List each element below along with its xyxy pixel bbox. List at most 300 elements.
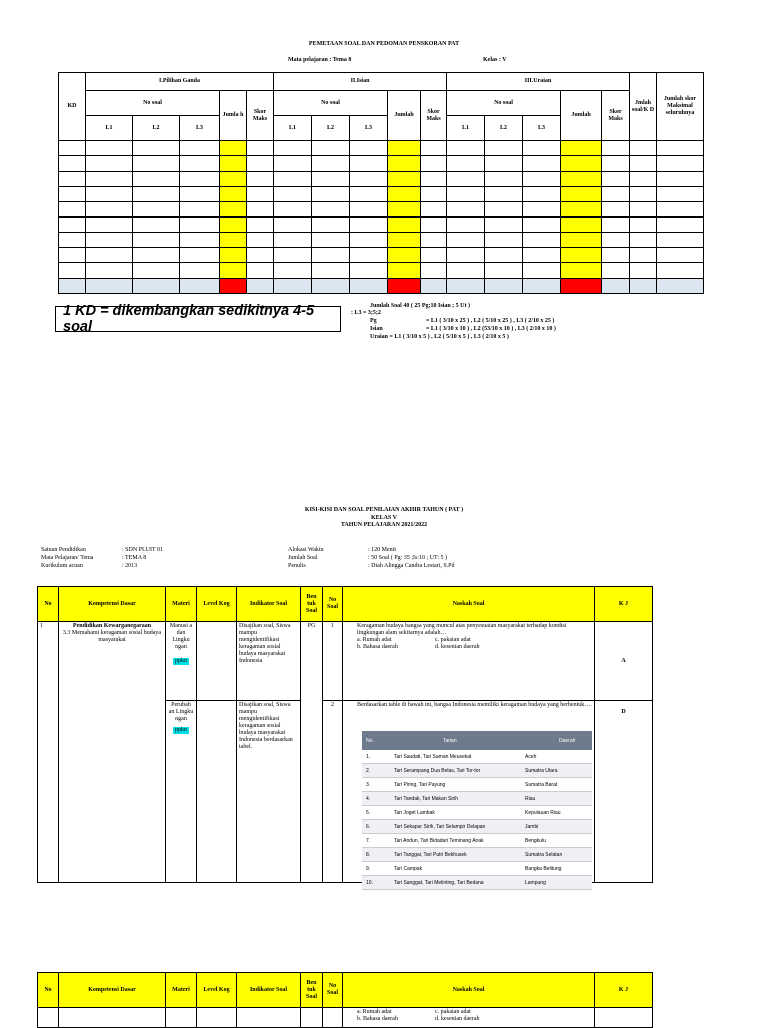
grid-cell [420,278,447,294]
grid-cell [246,247,274,263]
grid-cell [273,186,312,202]
grid-cell [656,232,704,248]
dance-no: 9. [366,865,371,872]
grid-cell [311,217,350,233]
grid-cell [246,155,274,171]
grid-cell [311,278,350,294]
grid-cell [629,262,657,278]
grid-cell [246,217,274,233]
jumlah-skor-header: Jumlah skor Maksimal seluruhnya [656,72,704,141]
grid-cell [58,247,86,263]
nosoal-cell: 1 [323,622,343,701]
grid-cell [85,262,133,278]
grid-cell [601,232,630,248]
grid-cell [219,201,247,217]
grid-cell [179,262,220,278]
info-right-0-label: Alokasi Waktu [288,547,324,553]
grid-cell [311,232,350,248]
grid-cell [387,232,421,248]
grid-cell [420,171,447,187]
note-isian-value: = L1 ( 3/10 x 10 ) , L2 (53/10 x 10 ) , L3 ( 2/10 x 10 ) [426,326,556,332]
grid-cell [132,217,180,233]
note-pg-value: = L1 ( 3/10 x 25 ) , L2 ( 5/10 x 25 ) , L3 ( 2/10 x 25 ) [426,318,555,324]
grid-cell [387,217,421,233]
dance-row [362,876,592,890]
pg-header: I.Pilihan Ganda [85,72,274,91]
grid-cell [179,247,220,263]
grid-cell [219,217,247,233]
subject-label: Mata pelajaran : Tema 8 [288,57,352,63]
dance-name: Tari Sanggat, Tari Melinting, Tari Bedana [394,879,484,886]
dance-region: Riau [525,795,536,802]
table-row [38,1008,653,1028]
dance-region: Sumatra Utara [525,767,558,774]
uraian-header: III.Uraian [446,72,630,91]
grid-cell [420,186,447,202]
grid-cell [656,262,704,278]
info-left-0-value: : SDN PLUIT 01 [122,547,164,553]
uraian-nosoal: No soal [446,90,561,116]
grid-cell [246,171,274,187]
grid-cell [560,140,602,156]
col-level: Level Kog [197,587,237,622]
grid-cell [132,171,180,187]
grid-cell [349,278,388,294]
grid-cell [560,201,602,217]
grid-cell [420,247,447,263]
col-naskah: Naskah Soal [343,587,595,622]
grid-cell [273,247,312,263]
grid-cell [656,201,704,217]
kisi-class: KELAS V [370,515,398,521]
col-kj: K J [595,587,653,622]
grid-cell [179,232,220,248]
grid-cell [601,217,630,233]
grid-cell [446,262,485,278]
grid-cell [387,140,421,156]
dance-name: Tari Serampang Dua Belas, Tari Tor-tor [394,767,481,774]
info-left-1-value: : TEMA 8 [122,555,147,561]
dance-name: Tari Joget Lambak [394,809,435,816]
mapping-grid [58,72,704,296]
dance-no: 3. [366,781,371,788]
dance-row [362,848,592,862]
grid-cell [311,155,350,171]
grid-cell [484,217,523,233]
grid-cell [219,186,247,202]
grid-cell [446,186,485,202]
grid-cell [629,247,657,263]
grid-cell [349,262,388,278]
grid-cell [85,155,133,171]
grid-cell [246,262,274,278]
dance-name: Tari Piring, Tari Payung [394,781,446,788]
grid-cell [349,140,388,156]
grid-cell [484,140,523,156]
grid-cell [420,155,447,171]
note-pg-label: Pg [370,318,377,324]
grid-cell [446,247,485,263]
jumlah-soal-kd-header: Jmlah soal/K D [629,72,657,141]
grid-cell [273,155,312,171]
col-indikator: Indikator Soal [237,587,301,622]
grid-cell [273,217,312,233]
grid-cell [132,140,180,156]
grid-cell [522,247,561,263]
grid-cell [311,201,350,217]
info-right-1-value: : 50 Soal ( Pg: 35 ;Is:10 ; UT: 5 ) [368,555,448,561]
row-no: 1 [38,622,59,883]
note-isian-label: Isian [370,326,383,332]
dance-name: Tari Saudati, Tari Saman Meusekat [394,753,472,760]
grid-cell [85,186,133,202]
dance-col-no: No. [366,737,374,744]
col-bentuk: Ben tuk Soal [301,587,323,622]
grid-cell [656,140,704,156]
col-no: No [38,973,59,1008]
grid-cell [560,278,602,294]
materi-cell [166,701,197,883]
dance-name: Tari Sekapur Sirih, Tari Selampir Delapan [394,823,486,830]
col-level: Level Kog [197,973,237,1008]
dance-no: 8. [366,851,371,858]
grid-cell [179,155,220,171]
grid-cell [522,186,561,202]
kd-text: 3.3 Memahami keragaman sosial budaya masyarakat [62,630,162,643]
option-c: c. pakaian adat [435,637,471,643]
kisi-header-row [38,587,653,622]
kd-note-box: 1 KD = dikembangkan sedikitnya 4-5 soal [55,306,341,332]
grid-cell [420,217,447,233]
grid-cell [601,171,630,187]
grid-cell [179,201,220,217]
grid-cell [311,140,350,156]
isian-nosoal: No soal [273,90,388,116]
grid-cell [629,155,657,171]
grid-cell [420,140,447,156]
isian-l3: L3 [349,115,388,141]
dance-name: Tari Tanggai, Tari Putri Bekhusek [394,851,467,858]
grid-cell [85,232,133,248]
pg-l2: L2 [132,115,180,141]
grid-cell [132,262,180,278]
grid-cell [560,217,602,233]
note-line1: Jumlah Soal 40 ( 25 Pg;10 Isian ; 5 Ut ) [370,303,471,309]
grid-cell [446,140,485,156]
dance-row [362,764,592,778]
info-left-2-value: : 2013 [122,563,138,569]
option-d: d. kesenian daerah [435,644,480,650]
kisi-year: TAHUN PELAJARAN 2021/2022 [340,522,428,528]
dance-row [362,750,592,764]
option-c: c. pakaian adat [435,1009,471,1015]
grid-cell [219,278,247,294]
uraian-l3: L3 [522,115,561,141]
materi-cell [166,622,197,701]
grid-cell [311,171,350,187]
grid-cell [132,201,180,217]
grid-cell [179,140,220,156]
info-right-0-value: : 120 Menit [368,547,396,553]
grid-cell [132,186,180,202]
dance-row [362,820,592,834]
col-nosoal: No Soal [323,973,343,1008]
grid-cell [58,171,86,187]
grid-cell [420,201,447,217]
grid-cell [273,232,312,248]
dance-name: Tari Campak [394,865,423,872]
grid-cell [311,247,350,263]
isian-jumlah: Jumlah [387,90,421,141]
dance-no: 10. [366,879,373,886]
answer-key: A [595,622,653,701]
grid-cell [58,262,86,278]
grid-cell [85,171,133,187]
grid-cell [629,201,657,217]
grid-cell [629,140,657,156]
grid-cell [601,262,630,278]
pg-l3: L3 [179,115,220,141]
pg-nosoal: No soal [85,90,220,116]
grid-cell [560,155,602,171]
grid-cell [601,155,630,171]
grid-cell [58,201,86,217]
grid-cell [484,186,523,202]
grid-cell [179,278,220,294]
note-uraian: Uraian = L1 ( 3/10 x 5 ) , L2 ( 5/10 x 5 ) , L3 ( 2/10 x 5 ) [370,334,509,340]
dance-no: 2. [366,767,371,774]
grid-cell [522,278,561,294]
dance-col-daerah: Daerah [559,737,576,744]
grid-cell [273,278,312,294]
grid-cell [601,140,630,156]
grid-cell [522,262,561,278]
grid-cell [387,155,421,171]
grid-cell [420,232,447,248]
grid-cell [273,262,312,278]
dance-name: Tari Andun, Tari Bidadari Teminang Anak [394,837,484,844]
grid-cell [629,232,657,248]
grid-cell [349,186,388,202]
grid-cell [179,186,220,202]
grid-cell [311,262,350,278]
grid-cell [446,217,485,233]
pg-l1: L1 [85,115,133,141]
grid-cell [601,247,630,263]
dance-region: Jambi [525,823,539,830]
grid-cell [58,186,86,202]
grid-cell [446,232,485,248]
grid-cell [85,140,133,156]
dance-region: Kepulauan Riau [525,809,561,816]
col-indikator: Indikator Soal [237,973,301,1008]
indikator-cell: Disajikan soal, Siswa mampu mengidentifikasi keragaman sosial budaya masyarakat Indonesia berdasarkan tabel. [237,701,301,883]
info-right-2-value: : Diah Alingga Candra Lestari, S.Pd [368,563,455,569]
kisi-header-row [38,973,653,1008]
kd-title: Pendidikan Kewarganegaraan [72,623,152,629]
question-text: Keragaman budaya bangsa yang muncul atas penyesuaian masyarakat terhadap kondisi lingkungan alam sekitarnya adalah… [357,623,567,636]
grid-cell [58,232,86,248]
grid-cell [387,171,421,187]
grid-cell [273,171,312,187]
grid-cell [387,247,421,263]
grid-cell [349,155,388,171]
kd-cell [59,622,166,883]
kisi-table-page3 [37,972,653,1028]
grid-cell [246,201,274,217]
dance-row [362,862,592,876]
grid-cell [560,186,602,202]
grid-cell [560,232,602,248]
page-title: PEMETAAN SOAL DAN PEDOMAN PENSKORAN PAT [308,41,460,47]
grid-cell [522,201,561,217]
grid-cell [349,217,388,233]
level-cell [197,622,237,701]
uraian-skor: Skor Maks [601,90,630,141]
nosoal-cell: 2 [323,701,343,883]
option-b: b. Bahasa daerah [357,1016,398,1022]
col-no: No [38,587,59,622]
grid-cell [656,186,704,202]
grid-cell [311,186,350,202]
isian-skor: Skor Maks [420,90,447,141]
uraian-jumlah: Jumlah [560,90,602,141]
grid-cell [246,186,274,202]
dance-name: Tari Tandak, Tari Makan Sirih [394,795,459,802]
dance-no: 7. [366,837,371,844]
uraian-l2: L2 [484,115,523,141]
grid-cell [484,262,523,278]
dance-region: Bengkulu [525,837,546,844]
grid-cell [629,186,657,202]
level-cell [197,701,237,883]
col-kj: K J [595,973,653,1008]
grid-cell [601,186,630,202]
dance-col-tarian: Tarian [443,737,457,744]
col-kd: Kompetensi Dasar [59,973,166,1008]
grid-cell [484,171,523,187]
bentuk-cell: PG [301,622,323,883]
kisi-title: KISI-KISI DAN SOAL PENILAIAN AKHIR TAHUN ( PAT ) [304,507,464,513]
grid-cell [446,155,485,171]
option-a: a. Rumah adat [357,1009,392,1015]
col-nosoal: No Soal [323,587,343,622]
pg-jumlah: Jumla h [219,90,247,141]
ppkn-tag: ppkn [175,727,187,733]
grid-cell [387,186,421,202]
grid-cell [246,278,274,294]
dance-region: Lampung [525,879,546,886]
info-left-0-label: Satuan Pendidikan [41,547,86,553]
grid-cell [219,140,247,156]
answer-key: D [595,701,653,883]
grid-cell [522,140,561,156]
naskah-cell [343,622,595,701]
grid-cell [387,278,421,294]
dance-row [362,778,592,792]
info-left-2-label: Kurikulum acuan [41,563,83,569]
indikator-cell: Disajikan soal, Siswa mampu mengidentifikasi keragaman sosial budaya masyarakat Indonesia [237,622,301,701]
option-d: d. kesenian daerah [435,1016,480,1022]
note-line2: : L3 = 3;5;2 [351,310,381,316]
col-materi: Materi [166,587,197,622]
grid-cell [656,171,704,187]
grid-cell [484,247,523,263]
grid-cell [656,217,704,233]
grid-cell [349,171,388,187]
grid-cell [85,217,133,233]
col-naskah: Naskah Soal [343,973,595,1008]
grid-cell [85,247,133,263]
grid-cell [219,247,247,263]
question-text: Berdasarkan table di bawah ini, bangsa Indonesia memiliki keragaman budaya yang berbentuk…. [357,702,592,708]
dance-no: 4. [366,795,371,802]
col-kd: Kompetensi Dasar [59,587,166,622]
isian-l1: L1 [273,115,312,141]
dance-region: Aceh [525,753,537,760]
dance-table-image [362,731,592,890]
grid-cell [446,171,485,187]
dance-no: 1. [366,753,371,760]
grid-cell [446,201,485,217]
grid-cell [132,247,180,263]
grid-cell [656,278,704,294]
grid-cell [560,171,602,187]
grid-cell [420,262,447,278]
grid-cell [387,262,421,278]
dance-row [362,806,592,820]
grid-cell [560,247,602,263]
grid-cell [601,201,630,217]
class-label: Kelas : V [483,57,507,63]
grid-cell [601,278,630,294]
grid-cell [219,155,247,171]
grid-cell [522,217,561,233]
grid-cell [387,201,421,217]
grid-cell [132,232,180,248]
naskah-cell [343,1008,595,1028]
col-materi: Materi [166,973,197,1008]
grid-cell [273,140,312,156]
dance-no: 5. [366,809,371,816]
dance-row [362,792,592,806]
col-bentuk: Ben tuk Soal [301,973,323,1008]
grid-cell [85,278,133,294]
table-row [38,622,653,701]
grid-cell [58,140,86,156]
grid-cell [58,217,86,233]
grid-cell [656,155,704,171]
option-b: b. Bahasa daerah [357,644,398,650]
dance-row [362,834,592,848]
grid-cell [349,201,388,217]
materi-text: Manusi a dan Lingku ngan [169,623,193,650]
option-a: a. Rumah adat [357,637,392,643]
grid-cell [484,201,523,217]
grid-cell [629,278,657,294]
dance-region: Sumatra Selatan [525,851,563,858]
grid-cell [132,155,180,171]
grid-cell [58,155,86,171]
dance-region: Sumatra Barat [525,781,558,788]
grid-cell [484,232,523,248]
grid-cell [132,278,180,294]
grid-cell [246,232,274,248]
dance-table-header [362,731,592,750]
grid-cell [446,278,485,294]
grid-cell [179,171,220,187]
info-left-1-label: Mata Pelajaran/ Tema [41,555,94,561]
